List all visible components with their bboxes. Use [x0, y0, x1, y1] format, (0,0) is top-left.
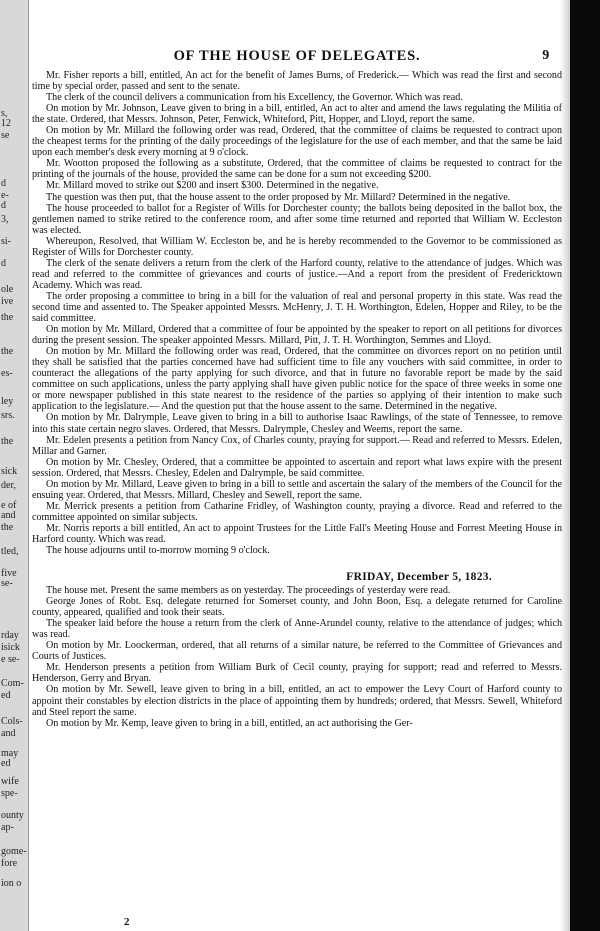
margin-fragment: ed [1, 690, 11, 701]
margin-fragment: der, [1, 480, 16, 491]
margin-fragment: isick [1, 642, 20, 653]
paragraph: The order proposing a committee to bring in a bill for the valuation of real and personal property in this state. Was read the second time and assented to. The Speaker appointed Messrs. McHenry, J. T. H. Worthington, Edelen, Hopper and Riley, to be the said committee. [32, 290, 562, 325]
proceedings-text-part1 [32, 70, 562, 556]
margin-fragment: ley [1, 396, 14, 407]
margin-fragment: se [1, 130, 10, 141]
margin-fragment: 3, [1, 214, 9, 225]
paragraph: Mr. Norris reports a bill entitled, An act to appoint Trustees for the Little Fall's Meeting House and Forrest Meeting House in Harford county. Which was read. [32, 522, 562, 545]
paragraph: The clerk of the senate delivers a return from the clerk of the Harford county, relative to the attendance of judges. Which was read and referred to the committee of grievances and courts of justice.—And a report from the president of Fredericktown Academy. Which was read. [32, 257, 562, 291]
paragraph: On motion by Mr. Millard the following order was read, Ordered, that the committee on divorces report on no petition until they shall be satisfied that the parties concerned have had sufficient time to file any vouchers with said committee, in order to counteract the allegations of the party applying for such divorce, and that in future no favorable report be made by the said committee on such applications, unless the party applying shall have given public notice for the space of three weeks in some one or more newspaper published in this state nearest to the residence of the parties so applying of their intention to make such application to the legislature.— And the question put that the house assent to the same. Determined in the negative. [32, 346, 562, 413]
margin-fragment: si- [1, 236, 11, 247]
margin-fragment: ounty [1, 810, 24, 821]
paragraph: The house adjourns until to-morrow morning 9 o'clock. [46, 545, 270, 557]
margin-fragment: ap- [1, 822, 14, 833]
margin-fragment: the [1, 522, 14, 533]
margin-fragment: and [1, 728, 16, 739]
margin-fragment: Com- [1, 678, 24, 689]
proceedings-text-part2 [32, 585, 562, 729]
signature-mark: 2 [124, 916, 130, 928]
paragraph: Mr. Merrick presents a petition from Catharine Fridley, of Washington county, praying a divorce. Read and referred to the committee appointed on similar subjects. [32, 500, 562, 523]
page-title: OF THE HOUSE OF DELEGATES. [173, 48, 421, 64]
paragraph: On motion by Mr. Johnson, Leave given to bring in a bill, entitled, An act to alter and amend the laws regulating the Militia of the state. Ordered, that Messrs. Johnson, Peter, Fenwick, Whiteford, Pitt, Hopper, and Lloyd, report the same. [32, 103, 562, 126]
page-number: 9 [542, 48, 550, 63]
date-heading: FRIDAY, December 5, 1823. [346, 571, 492, 584]
margin-fragment: e- [1, 190, 9, 201]
paragraph: On motion by Mr. Sewell, leave given to bring in a bill, entitled, an act to empower the Levy Court of Harford county to appoint their constables by election districts in the place of appointing them by hundreds; ordered, that Messrs. Sewell, Whiteford and Steel report the same. [32, 684, 562, 718]
margin-fragment: d [1, 178, 6, 189]
margin-fragment: may [1, 748, 19, 759]
margin-fragment: d [1, 200, 6, 211]
margin-fragment: srs. [1, 410, 15, 421]
margin-fragment: Cols- [1, 716, 23, 727]
margin-fragment: rday [1, 630, 19, 641]
paragraph: On motion by Mr. Loockerman, ordered, that all returns of a similar nature, be referred to the Committee of Grievances and Courts of Justices. [32, 640, 562, 663]
paragraph: The speaker laid before the house a return from the clerk of Anne-Arundel county, relative to the attendance of judges; which was read. [32, 618, 562, 641]
margin-fragment: the [1, 346, 14, 357]
margin-fragment: gome- [1, 846, 27, 857]
margin-fragment: se- [1, 578, 13, 589]
margin-fragment: the [1, 312, 14, 323]
margin-fragment: ive [1, 296, 14, 307]
margin-fragment: ole [1, 284, 14, 295]
margin-fragment: tled, [1, 546, 19, 557]
adjacent-page-strip [0, 0, 29, 931]
paragraph: On motion by Mr. Millard, Leave given to bring in a bill to settle and ascertain the salary of the members of the Council for the ensuing year. Ordered, that Messrs. Millard, Chesley and Sewell, report the same. [32, 478, 562, 501]
margin-fragment: e of [1, 500, 17, 511]
paragraph: Mr. Wootton proposed the following as a substitute, Ordered, that the committee of claims be requested to contract for the printing of the journals of the house, provided the same can be done for a sum not exceeding $200. [32, 158, 562, 181]
paragraph: The house met. Present the same members as on yesterday. The proceedings of yesterday were read. [46, 585, 451, 597]
margin-fragment: 12 [1, 118, 11, 129]
paragraph: Mr. Fisher reports a bill, entitled, An act for the benefit of James Burns, of Frederick.— Which was read the first and second time by special order, passed and sent to the senate. [32, 70, 562, 93]
paragraph: Mr. Henderson presents a petition from William Burk of Cecil county, praying for support; read and referred to Messrs. Henderson, Gerry and Bryan. [32, 662, 562, 685]
margin-fragment: ion o [1, 878, 22, 889]
paragraph: On motion by Mr. Kemp, leave given to bring in a bill, entitled, an act authorising the Ger- [46, 717, 413, 729]
running-header [32, 48, 562, 70]
journal-page [32, 48, 562, 928]
paragraph: On motion by Mr. Dalrymple, Leave given to bring in a bill to authorise Isaac Rawlings, of the state of Tennessee, to remove into this state certain negro slaves. Ordered, that Messrs. Dalrymple, Chesley and Weems, report the same. [32, 412, 562, 435]
paragraph: Mr. Millard moved to strike out $200 and insert $300. Determined in the negative. [46, 180, 379, 192]
paragraph: Whereupon, Resolved, that William W. Eccleston be, and he is hereby recommended to the Governor to be commissioned as Register of Wills for Dorchester county. [32, 235, 562, 258]
margin-fragment: and [1, 510, 16, 521]
margin-fragment: d [1, 258, 6, 269]
margin-fragment: s, [1, 108, 8, 119]
margin-fragment: five [1, 568, 17, 579]
paragraph: On motion by Mr. Chesley, Ordered, that a committee be appointed to ascertain and report what laws expire with the present session. Ordered, that Messrs. Chesley, Edelen and Dalrymple, be said committee. [32, 456, 562, 479]
paragraph: The clerk of the council delivers a communication from his Excellency, the Governor. Which was read. [46, 92, 463, 104]
scan-border [570, 0, 600, 931]
paragraph: On motion by Mr. Millard, Ordered that a committee of four be appointed by the speaker to report on all petitions for divorces during the present session. The speaker appointed Messrs. Millard, Pitt, J. T. H. Worthington, Semmes and Lloyd. [32, 324, 562, 347]
paragraph: Mr. Edelen presents a petition from Nancy Cox, of Charles county, praying for support.— Read and referred to Messrs. Edelen, Millar and Garner. [32, 434, 562, 457]
paragraph: The house proceeded to ballot for a Register of Wills for Dorchester county; the ballots being deposited in the ballot box, the gentlemen named to strike retired to the conference room, and after some time returned and reported that William W. Eccleston was elected. [32, 202, 562, 236]
margin-fragment: the [1, 436, 14, 447]
margin-fragment: e se- [1, 654, 20, 665]
margin-fragment: sick [1, 466, 18, 477]
margin-fragment: ed [1, 758, 11, 769]
margin-fragment: fore [1, 858, 18, 869]
margin-fragment: spe- [1, 788, 18, 799]
margin-fragment: wife [1, 776, 19, 787]
paragraph: The question was then put, that the house assent to the order proposed by Mr. Millard? Determined in the negative. [46, 191, 511, 203]
paragraph: George Jones of Robt. Esq. delegate returned for Somerset county, and John Boon, Esq. a delegate returned for Caroline county, appeared, qualified and took their seats. [32, 596, 562, 619]
margin-fragment: es- [1, 368, 13, 379]
paragraph: On motion by Mr. Millard the following order was read, Ordered, that the committee of claims be requested to contract upon the cheapest terms for the printing of the daily proceedings of the legislature for the use of each member, and that the same be laid upon each member's desk every morning at 9 o'clock. [32, 125, 562, 159]
